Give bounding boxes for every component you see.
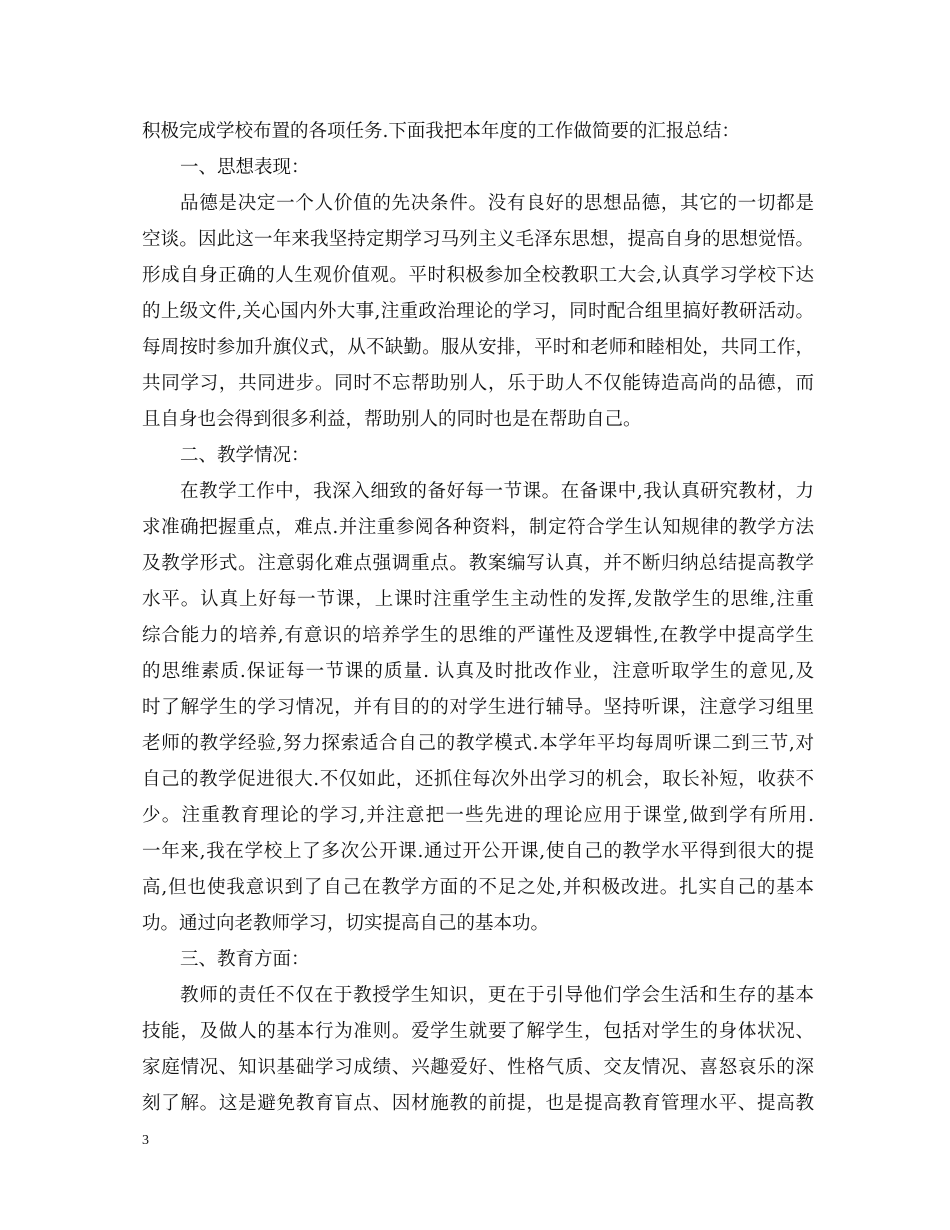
paragraph-line: 水平。认真上好每一节课，上课时注重学生主动性的发挥,发散学生的思维,注重 [142, 589, 814, 610]
paragraph-line: 每周按时参加升旗仪式，从不缺勤。服从安排，平时和老师和睦相处，共同工作， [142, 337, 814, 358]
paragraph-line: 高,但也使我意识到了自己在教学方面的不足之处,并积极改进。扎实自己的基本 [142, 877, 814, 898]
paragraph-line: 求准确把握重点，难点.并注重参阅各种资料，制定符合学生认知规律的教学方法 [142, 517, 814, 538]
paragraph-line: 形成自身正确的人生观价值观。平时积极参加全校教职工大会,认真学习学校下达 [142, 265, 814, 286]
paragraph-line: 积极完成学校布置的各项任务.下面我把本年度的工作做简要的汇报总结： [142, 121, 740, 142]
paragraph-line: 教师的责任不仅在于教授学生知识，更在于引导他们学会生活和生存的基本 [180, 985, 814, 1006]
paragraph-line: 一年来,我在学校上了多次公开课.通过开公开课,使自己的教学水平得到很大的提 [142, 841, 814, 862]
paragraph-line: 品德是决定一个人价值的先决条件。没有良好的思想品德，其它的一切都是 [180, 193, 814, 214]
section-heading: 一、思想表现： [180, 157, 310, 178]
paragraph-line: 且自身也会得到很多利益，帮助别人的同时也是在帮助自己。 [142, 409, 642, 430]
paragraph-line: 老师的教学经验,努力探索适合自己的教学模式.本学年平均每周听课二到三节,对 [142, 733, 814, 754]
paragraph-line: 自己的教学促进很大.不仅如此，还抓住每次外出学习的机会，取长补短，收获不 [142, 769, 814, 790]
page-number: 3 [142, 1133, 149, 1148]
paragraph-line: 共同学习，共同进步。同时不忘帮助别人，乐于助人不仅能铸造高尚的品德，而 [142, 373, 814, 394]
paragraph-line: 刻了解。这是避免教育盲点、因材施教的前提，也是提高教育管理水平、提高教 [142, 1093, 814, 1114]
paragraph-line: 功。通过向老教师学习，切实提高自己的基本功。 [142, 913, 550, 934]
paragraph-line: 空谈。因此这一年来我坚持定期学习马列主义毛泽东思想，提高自身的思想觉悟。 [142, 229, 814, 250]
paragraph-line: 时了解学生的学习情况，并有目的的对学生进行辅导。坚持听课，注意学习组里 [142, 697, 814, 718]
paragraph-line: 的上级文件,关心国内外大事,注重政治理论的学习，同时配合组里搞好教研活动。 [142, 301, 814, 322]
section-heading: 三、教育方面： [180, 949, 310, 970]
paragraph-line: 的思维素质.保证每一节课的质量. 认真及时批改作业，注意听取学生的意见,及 [142, 661, 814, 682]
paragraph-line: 技能，及做人的基本行为准则。爱学生就要了解学生，包括对学生的身体状况、 [142, 1021, 814, 1042]
paragraph-line: 家庭情况、知识基础学习成绩、兴趣爱好、性格气质、交友情况、喜怒哀乐的深 [142, 1057, 814, 1078]
paragraph-line: 综合能力的培养,有意识的培养学生的思维的严谨性及逻辑性,在教学中提高学生 [142, 625, 814, 646]
paragraph-line: 及教学形式。注意弱化难点强调重点。教案编写认真，并不断归纳总结提高教学 [142, 553, 814, 574]
paragraph-line: 少。注重教育理论的学习,并注意把一些先进的理论应用于课堂,做到学有所用. [142, 805, 814, 826]
paragraph-line: 在教学工作中，我深入细致的备好每一节课。在备课中,我认真研究教材，力 [180, 481, 814, 502]
section-heading: 二、教学情况： [180, 445, 310, 466]
document-body [142, 114, 814, 1122]
